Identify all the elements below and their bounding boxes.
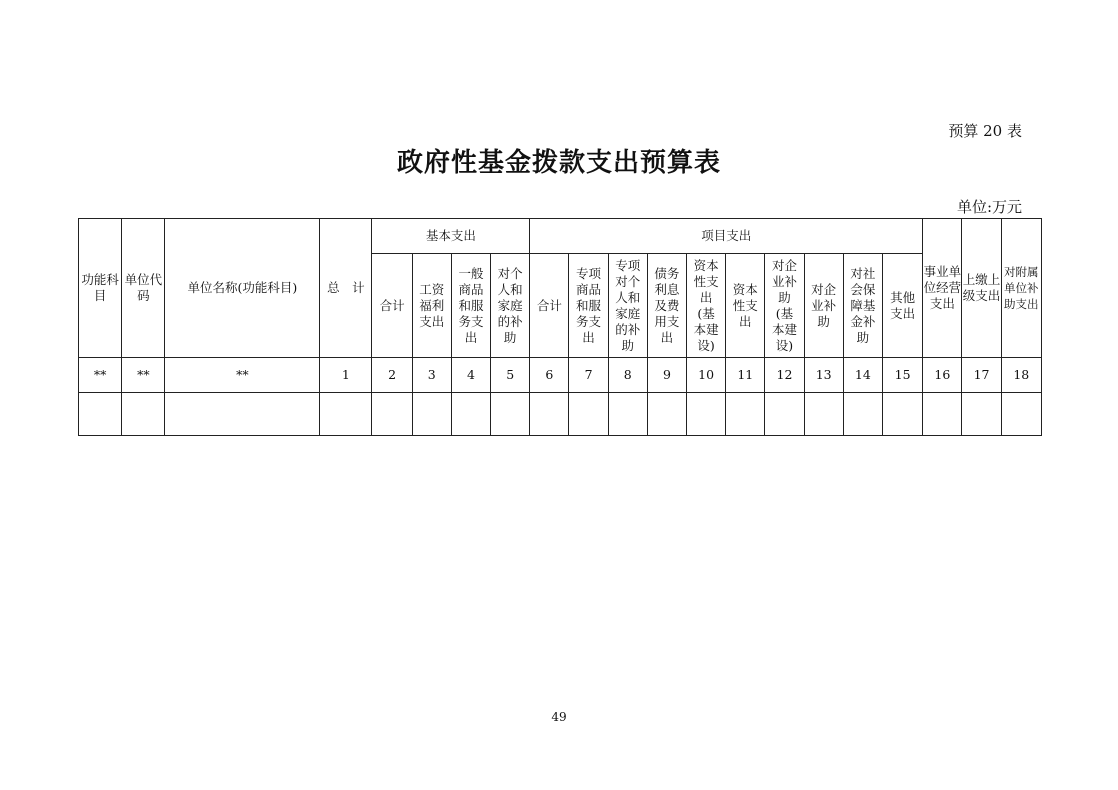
- table-row: [79, 393, 1042, 436]
- index-cell: 10: [687, 358, 726, 393]
- index-cell: 1: [320, 358, 372, 393]
- index-cell: 2: [372, 358, 412, 393]
- index-cell: **: [122, 358, 165, 393]
- unit-label: 单位:万元: [956, 198, 1022, 216]
- empty-cell: [491, 393, 530, 436]
- index-row: [79, 358, 1042, 393]
- header-basic-col: 一般商品和服务支出: [451, 254, 490, 358]
- header-project-col: 合计: [530, 254, 569, 358]
- header-basic-group: 基本支出: [372, 219, 530, 254]
- header-project-group: 项目支出: [530, 219, 923, 254]
- header-project-col: 资本性支出(基本建设): [687, 254, 726, 358]
- empty-cell: [726, 393, 765, 436]
- header-project-col: 对企业补助: [804, 254, 843, 358]
- index-cell: 15: [882, 358, 922, 393]
- header-project-col: 对企业补助(基本建设): [765, 254, 804, 358]
- index-cell: 16: [923, 358, 962, 393]
- page-title: 政府性基金拨款支出预算表: [396, 148, 721, 178]
- empty-cell: [882, 393, 922, 436]
- empty-cell: [1001, 393, 1041, 436]
- table-number: 预算 20 表: [948, 122, 1022, 140]
- empty-cell: [923, 393, 962, 436]
- index-cell: **: [165, 358, 320, 393]
- index-cell: 11: [726, 358, 765, 393]
- index-cell: 18: [1001, 358, 1041, 393]
- index-cell: 5: [491, 358, 530, 393]
- index-cell: 3: [412, 358, 451, 393]
- index-cell: 8: [608, 358, 647, 393]
- index-cell: 12: [765, 358, 804, 393]
- empty-cell: [765, 393, 804, 436]
- header-project-col: 其他支出: [882, 254, 922, 358]
- empty-cell: [804, 393, 843, 436]
- header-total: 总 计: [320, 219, 372, 358]
- empty-cell: [843, 393, 882, 436]
- empty-cell: [569, 393, 608, 436]
- empty-cell: [608, 393, 647, 436]
- empty-cell: [412, 393, 451, 436]
- index-cell: 13: [804, 358, 843, 393]
- empty-cell: [320, 393, 372, 436]
- empty-cell: [962, 393, 1001, 436]
- header-basic-col: 合计: [372, 254, 412, 358]
- header-upper: 上缴上级支出: [962, 219, 1001, 358]
- header-project-col: 资本性支出: [726, 254, 765, 358]
- empty-cell: [79, 393, 122, 436]
- index-cell: 9: [647, 358, 686, 393]
- header-row-group: [79, 219, 1042, 254]
- empty-cell: [372, 393, 412, 436]
- header-project-col: 对社会保障基金补助: [843, 254, 882, 358]
- header-func-code: 功能科目: [79, 219, 122, 358]
- index-cell: **: [79, 358, 122, 393]
- header-unit-name: 单位名称(功能科目): [165, 219, 320, 358]
- index-cell: 17: [962, 358, 1001, 393]
- index-cell: 7: [569, 358, 608, 393]
- header-affiliated: 对附属单位补助支出: [1001, 219, 1041, 358]
- header-basic-col: 工资福利支出: [412, 254, 451, 358]
- header-project-col: 债务利息及费用支出: [647, 254, 686, 358]
- header-project-col: 专项对个人和家庭的补助: [608, 254, 647, 358]
- empty-cell: [647, 393, 686, 436]
- page-number: 49: [551, 710, 567, 724]
- header-unit-code: 单位代码: [122, 219, 165, 358]
- empty-cell: [451, 393, 490, 436]
- budget-table: [78, 218, 1042, 436]
- empty-cell: [122, 393, 165, 436]
- empty-cell: [165, 393, 320, 436]
- empty-cell: [687, 393, 726, 436]
- empty-cell: [530, 393, 569, 436]
- index-cell: 14: [843, 358, 882, 393]
- header-basic-col: 对个人和家庭的补助: [491, 254, 530, 358]
- index-cell: 6: [530, 358, 569, 393]
- header-enterprise: 事业单位经营支出: [923, 219, 962, 358]
- header-project-col: 专项商品和服务支出: [569, 254, 608, 358]
- index-cell: 4: [451, 358, 490, 393]
